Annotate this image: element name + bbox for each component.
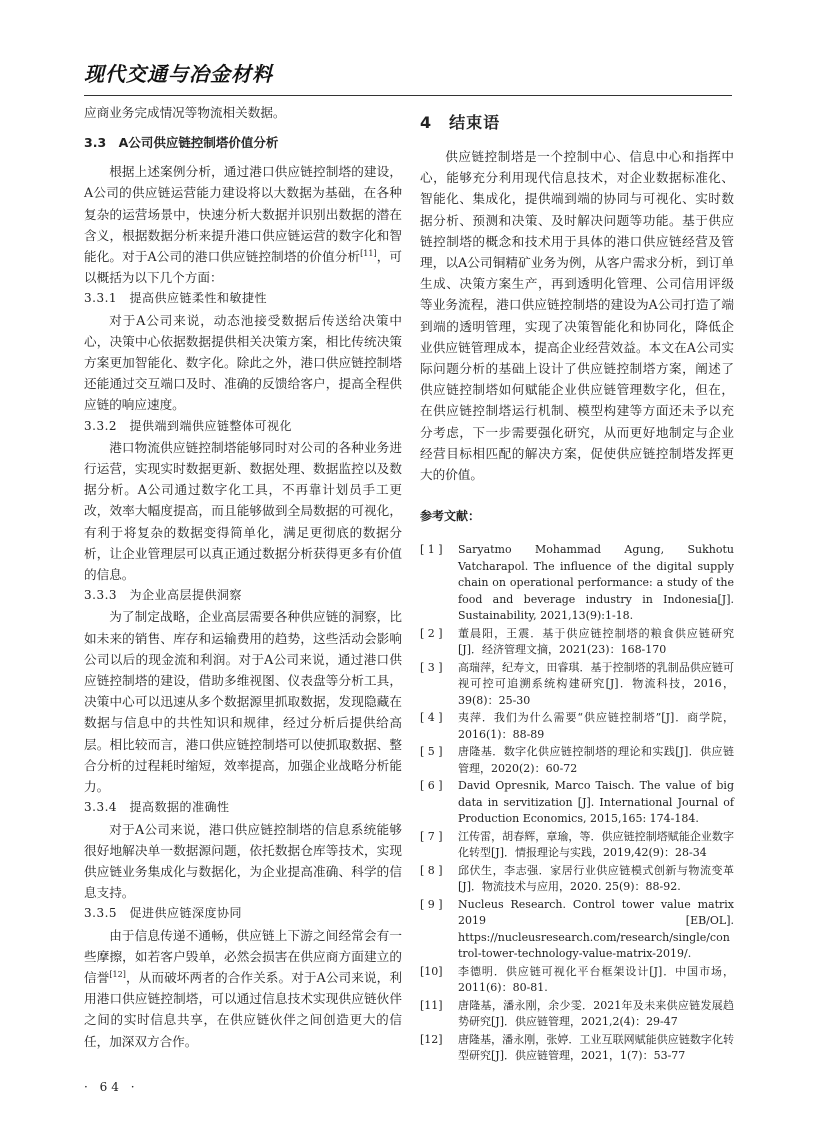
references-title: 参考文献： <box>420 509 481 524</box>
reference-item <box>420 897 734 963</box>
header-rule <box>84 95 732 96</box>
heading-3-3: 3.3 A公司供应链控制塔价值分析 <box>84 135 279 151</box>
paragraph-collaboration: 由于信息传递不通畅，供应链上下游之间经常会有一些摩擦，如若客户毁单，必然会损害在供应商方面建立的信誉[12]，从而破坏两者的合作关系。对于A公司来说，利用港口供应链控制塔，可以通过信息技术实现供应链伙伴之间的实时信息共享，在供应链伙伴之间创造更大的信任，加深双方合作。 <box>84 927 402 1049</box>
reference-text: 董晨阳，王震．基于供应链控制塔的粮食供应链研究[J]．经济管理文摘，2021(23)：168-170 <box>458 626 734 657</box>
paragraph-value-analysis: 根据上述案例分析，通过港口供应链控制塔的建设，A公司的供应链运营能力建设将以大数据为基础，在各种复杂的运营场景中，快速分析大数据并识别出数据的潜在含义，根据数据分析来提升港口供应链运营的数字化和智能化。对于A公司的港口供应链控制塔的价值分析[11]，可以概括为以下几个方面： <box>84 164 402 286</box>
reference-text: 唐隆基，潘永刚，张婷．工业互联网赋能供应链数字化转型研究[J]．供应链管理，2021，1(7)：53-77 <box>458 1032 734 1063</box>
reference-item <box>420 744 734 777</box>
reference-number: [ 9 ] <box>420 897 443 911</box>
heading-4-conclusion: 4 结束语 <box>420 113 501 132</box>
reference-number: [ 3 ] <box>420 660 443 674</box>
journal-logo: 现代交通与冶金材料 <box>84 62 273 86</box>
citation-12[interactable]: [12] <box>109 969 126 979</box>
reference-item <box>420 626 734 659</box>
reference-text: 邱伏生，李志强．家居行业供应链模式创新与物流变革[J]．物流技术与应用，2020. 25(9)：88-92. <box>458 863 734 894</box>
reference-item <box>420 863 734 896</box>
paragraph-conclusion: 供应链控制塔是一个控制中心、信息中心和指挥中心，能够充分利用现代信息技术，对企业数据标准化、智能化、集成化，提供端到端的协同与可视化、实时数据分析、预测和决策、及时解决问题等功能。基于供应链控制塔的概念和技术用于具体的港口供应链经营及管理，以A公司铜精矿业务为例，从客户需求分析，到订单生成、决策方案生产，再到透明化管理、公司信用评级等业务流程，港口供应链控制塔的建设为A公司打造了端到端的透明管理，实现了决策智能化和协同化，降低企业供应链管理成本，提高企业经营效益。本文在A公司实际问题分析的基础上设计了供应链控制塔方案，阐述了供应链控制塔如何赋能企业供应链管理数字化，但在，在供应链控制塔运行机制、模型构建等方面还未予以充分考虑，下一步需要强化研究，从而更好地制定与企业经营目标相匹配的解决方案，促使供应链控制塔发挥更大的价值。 <box>420 149 734 483</box>
reference-number: [ 4 ] <box>420 711 443 725</box>
reference-text: 李德明．供应链可视化平台框架设计[J]．中国市场，2011(6)：80-81. <box>458 964 734 995</box>
reference-item <box>420 1032 734 1065</box>
reference-item <box>420 660 734 710</box>
paragraph-visibility: 港口物流供应链控制塔能够同时对公司的各种业务进行运营，实现实时数据更新、数据处理、数据监控以及数据分析。A公司通过数字化工具，不再靠计划员手工更改，效率大幅度提高，而且能够做到全局数据的可视化，有利于将复杂的数据变得简单化，满足更彻底的数据分析，让企业管理层可以真正通过数据分析获得更多有价值的信息。 <box>84 439 402 583</box>
heading-3-3-3: 3.3.3 为企业高层提供洞察 <box>84 588 243 603</box>
reference-text: 江传雷，胡春辉，章瑜，等．供应链控制塔赋能企业数字化转型[J]．情报理论与实践，2019,42(9)：28-34 <box>458 829 734 860</box>
left-column <box>84 102 402 1052</box>
heading-3-3-1: 3.3.1 提高供应链柔性和敏捷性 <box>84 291 268 306</box>
reference-text: 夷萍．我们为什么需要“供应链控制塔”[J]．商学院，2016(1)：88-89 <box>458 711 734 741</box>
reference-number: [12] <box>420 1032 443 1046</box>
reference-item <box>420 998 734 1031</box>
citation-11[interactable]: [11] <box>360 248 377 258</box>
reference-number: [ 7 ] <box>420 829 443 843</box>
reference-item <box>420 710 734 743</box>
heading-3-3-5: 3.3.5 促进供应链深度协同 <box>84 906 243 921</box>
reference-number: [ 8 ] <box>420 863 443 877</box>
reference-number: [ 2 ] <box>420 626 443 640</box>
reference-list <box>420 542 734 1065</box>
reference-number: [11] <box>420 998 443 1012</box>
paragraph-insight: 为了制定战略，企业高层需要各种供应链的洞察，比如未来的销售、库存和运输费用的趋势，这些活动会影响公司以后的现金流和利润。对于A公司来说，通过港口供应链控制塔的建设，借助多维视图、仪表盘等分析工具，决策中心可以迅速从多个数据源里抓取数据，发现隐藏在数据与信息中的共性知识和规律，经过分析后提供给高层。相比较而言，港口供应链控制塔可以使抓取数据、整合分析的过程耗时缩短，效率提高，加强企业战略分析能力。 <box>84 609 402 795</box>
reference-text: Nucleus Research. Control tower value matrix 2019 [EB/OL]. https://nucleusresearch.com/research/single/control-tower-technology-value-matrix-2019/. <box>458 897 734 961</box>
reference-text: 唐隆基，潘永刚，余少雯．2021年及未来供应链发展趋势研究[J]．供应链管理，2021,2(4)：29-47 <box>458 998 734 1029</box>
reference-item <box>420 964 734 997</box>
reference-text: David Opresnik, Marco Taisch. The value of big data in servitization [J]. International Journal of Production Economics, 2015,165: 174-184. <box>458 779 734 826</box>
reference-number: [10] <box>420 964 443 978</box>
reference-item <box>420 829 734 862</box>
paragraph-continuation: 应商业务完成情况等物流相关数据。 <box>84 105 286 120</box>
page-number: · 64 · <box>84 1080 139 1094</box>
reference-number: [ 1 ] <box>420 543 443 557</box>
reference-text: 高瑞萍，纪寿文，田睿琪．基于控制塔的乳制品供应链可视可控可追溯系统构建研究[J]．物流科技，2016，39(8)：25-30 <box>458 660 734 707</box>
reference-text: 唐隆基．数字化供应链控制塔的理论和实践[J]．供应链管理，2020(2)：60-72 <box>458 745 734 775</box>
paragraph-flexibility: 对于A公司来说，动态池接受数据后传送给决策中心，决策中心依据数据提供相关决策方案，相比传统决策方案更加智能化、数字化。除此之外，港口供应链控制塔还能通过交互端口及时、准确的反馈给客户，提高全程供应链的响应速度。 <box>84 312 402 413</box>
heading-3-3-4: 3.3.4 提高数据的准确性 <box>84 800 230 815</box>
right-column <box>420 102 734 1066</box>
reference-number: [ 6 ] <box>420 779 443 793</box>
reference-text: Saryatmo Mohammad Agung, Sukhotu Vatcharapol. The influence of the digital supply chain on operational performance: a study of the food and beverage industry in Indonesia[J]. Sustainability, 2021,13(9):1-18. <box>458 543 734 623</box>
reference-number: [ 5 ] <box>420 745 443 759</box>
reference-item <box>420 542 734 625</box>
reference-item <box>420 778 734 828</box>
paragraph-accuracy: 对于A公司来说，港口供应链控制塔的信息系统能够很好地解决单一数据源问题，依托数据仓库等技术，实现供应链业务集成化与数据化，为企业提高准确、科学的信息支持。 <box>84 821 402 901</box>
heading-3-3-2: 3.3.2 提供端到端供应链整体可视化 <box>84 418 293 433</box>
